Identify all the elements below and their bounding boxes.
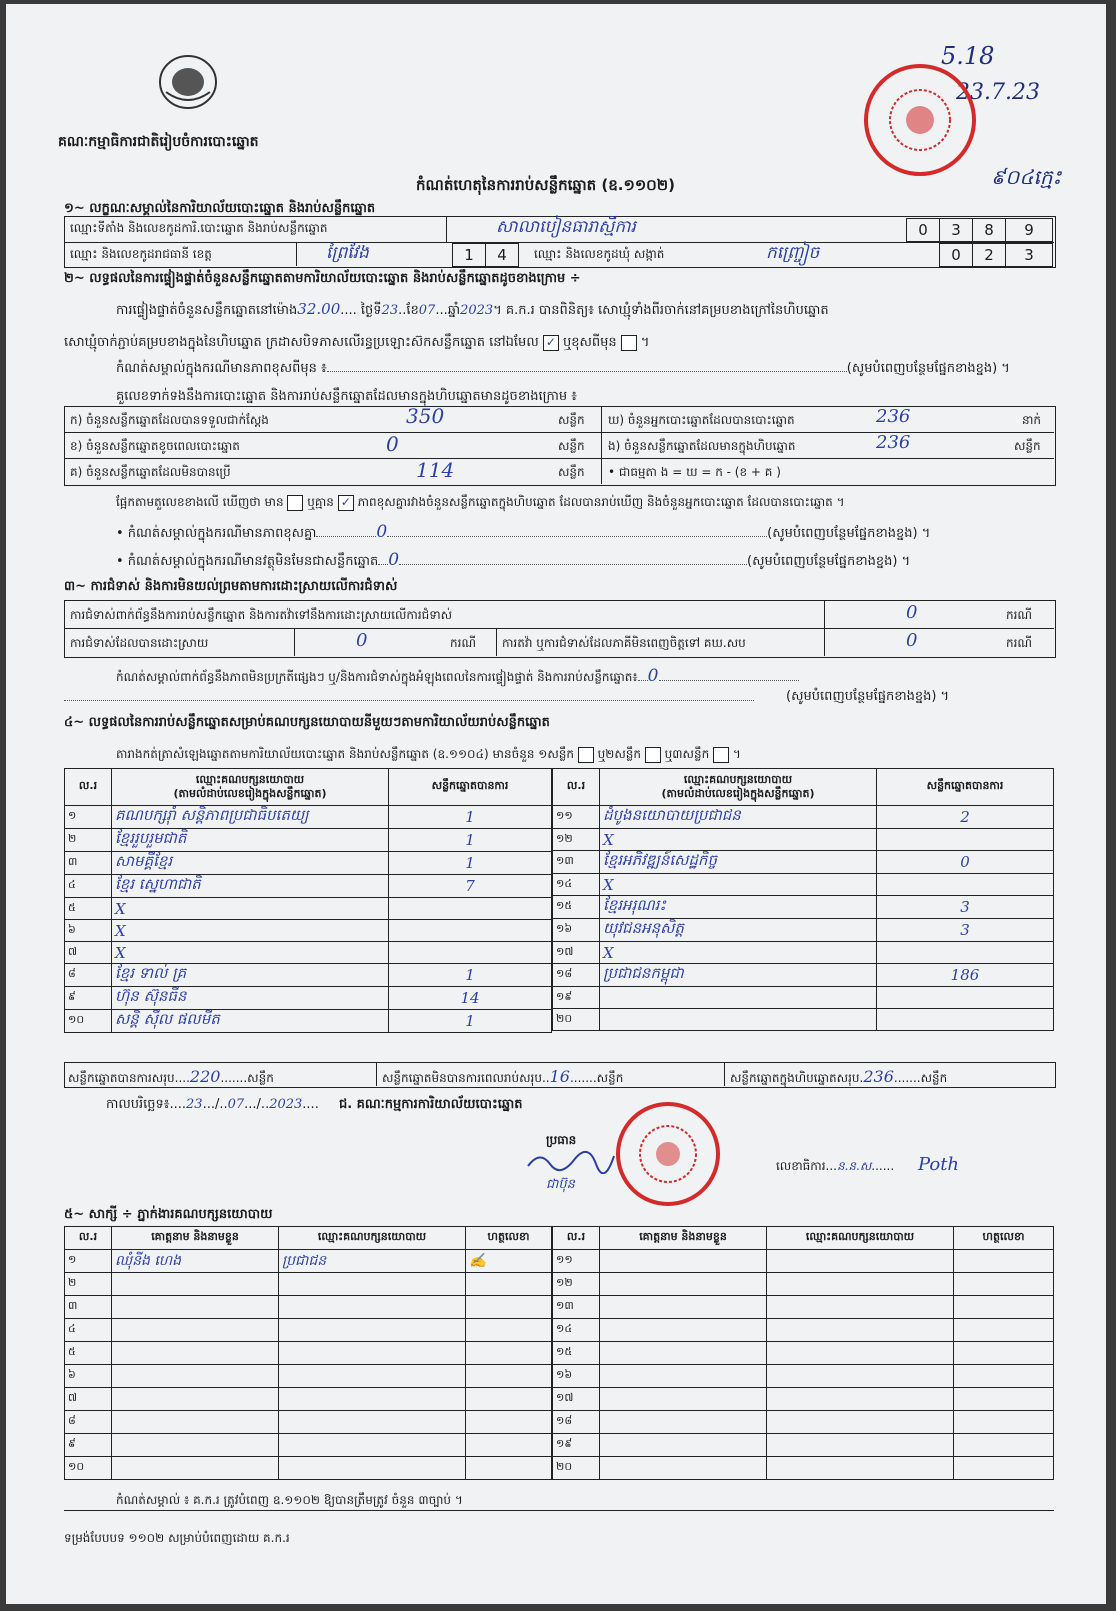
votes-cell: [389, 898, 552, 920]
votes-cell: [389, 920, 552, 942]
province-value: ព្រៃវែង: [326, 243, 369, 263]
witness-sign-cell: [466, 1365, 552, 1388]
row-number: ៥: [65, 1342, 112, 1365]
date-line: កាលបរិច្ឆេទ៖....23.../..07.../..2023.... ជ. គណៈកម្មការការិយាល័យបោះឆ្នោត: [106, 1097, 523, 1112]
witness-table-right: ល.រ គោត្តនាម និងនាមខ្លួន ឈ្មោះគណបក្សនយោបាយ ហត្ថលេខា ១១ ១២ ១៣ ១៤ ១៥ ១៦ ១៧ ១៨ ១៩ ២០: [552, 1226, 1054, 1480]
witness-party-cell: [767, 1434, 954, 1457]
table-row: [553, 1411, 1054, 1434]
witness-party-cell: [767, 1250, 954, 1273]
row-number: ១៨: [553, 1411, 600, 1434]
table-row: [65, 1434, 552, 1457]
row-number: ១០: [65, 1010, 112, 1033]
row-number: ១៥: [553, 1342, 600, 1365]
witness-name-cell: [600, 1250, 767, 1273]
witness-party-cell: [767, 1273, 954, 1296]
table-row: [553, 1273, 1054, 1296]
witness-name-cell: ឈុំនីង ហេង: [112, 1250, 279, 1273]
witness-name-cell: [112, 1273, 279, 1296]
witness-name-cell: [600, 1296, 767, 1319]
witness-sign-cell: [954, 1273, 1054, 1296]
witness-party-cell: [767, 1319, 954, 1342]
commission-name: គណៈកម្មាធិការជាតិរៀបចំការបោះឆ្នោត: [58, 134, 259, 150]
section3-heading: ៣~ ការជំទាស់ និងការមិនយល់ព្រមតាមការដោះស្រាយលើការជំទាស់: [64, 579, 398, 594]
party-name-cell: X: [112, 920, 389, 942]
table-row: [553, 919, 1054, 942]
witness-table-left: ល.រ គោត្តនាម និងនាមខ្លួន ឈ្មោះគណបក្សនយោបាយ ហត្ថលេខា ១ ឈុំនីង ហេង ប្រជាជន ✍ ២ ៣ ៤ ៥ ៦ ៧ ៨ ៩ ១០: [64, 1226, 552, 1480]
station-code-digit: 3: [939, 218, 973, 242]
witness-name-cell: [112, 1457, 279, 1480]
table-row: [65, 806, 552, 829]
party-name-cell: សន្តិ ស៊ីល ផលមីត: [112, 1010, 389, 1033]
table-row: [553, 1365, 1054, 1388]
witness-name-cell: [600, 1319, 767, 1342]
party-name-cell: X: [600, 829, 877, 851]
table-row: [553, 896, 1054, 919]
votes-cell: [389, 942, 552, 964]
party-name-cell: [600, 1009, 877, 1031]
station-code-digit: 9: [1005, 218, 1053, 242]
table-row: [65, 898, 552, 920]
party-name-cell: ខ្មែរ ស្នេហាជាតិ: [112, 875, 389, 898]
corner-note-1: 5.18: [941, 42, 995, 70]
chair-signature: [526, 1148, 616, 1178]
corner-note-2: 23.7.23: [956, 80, 1040, 105]
witness-name-cell: [600, 1273, 767, 1296]
witness-sign-cell: [954, 1411, 1054, 1434]
irregularity-note: កំណត់សម្គាល់ពាក់ព័ន្ធនឹងភាពមិនប្រក្រតីផ្សេងៗ ឬ/និងការជំទាស់ក្នុងអំឡុងពេលនៃការផ្ទៀងផ្ទាត់ និងការរាប់សន្លឹកឆ្នោត៖ 0: [116, 666, 799, 687]
spoiled-ballots-label: ខ) ចំនួនសន្លឹកឆ្នោតខូចពេលបោះឆ្នោត: [70, 439, 240, 453]
official-stamp-top: [864, 64, 976, 176]
has-difference-checkbox[interactable]: [287, 495, 303, 511]
witness-name-cell: [600, 1457, 767, 1480]
total-invalid: សន្លឹកឆ្នោតមិនបានការពេលរាប់សរុប..16.......សន្លឹក: [382, 1067, 624, 1086]
witness-sign-cell: [954, 1319, 1054, 1342]
formula-note: • ជាធម្មតា ង = ឃ = ក - (ខ + គ ): [608, 465, 781, 479]
witness-sign-cell: [954, 1342, 1054, 1365]
table-row: [65, 942, 552, 964]
table-row: [65, 1365, 552, 1388]
resolved-value: 0: [356, 630, 368, 651]
table-row: [553, 1296, 1054, 1319]
row-number: ៩: [65, 1434, 112, 1457]
table-row: [553, 942, 1054, 964]
witness-party-cell: [279, 1319, 466, 1342]
row-number: ៦: [65, 920, 112, 942]
row-number: ៤: [65, 1319, 112, 1342]
bullet-difference: • កំណត់សម្គាល់ក្នុងករណីមានភាពខុសគ្នា 0 (សូមបំពេញបន្ថែមផ្នែកខាងខ្នង) ។: [116, 522, 931, 542]
unused-ballots-label: គ) ចំនួនសន្លឹកឆ្នោតដែលមិនបានប្រើ: [70, 465, 231, 479]
witness-sign-cell: ✍: [466, 1250, 552, 1273]
party-name-cell: X: [112, 898, 389, 920]
table-row: [65, 829, 552, 852]
party-name-cell: ខ្មែររួបរួមជាតិ: [112, 829, 389, 852]
party-name-cell: X: [600, 874, 877, 896]
appeal-value: 0: [906, 630, 918, 651]
witness-sign-cell: [466, 1457, 552, 1480]
objections-label: ការជំទាស់ពាក់ព័ន្ធនឹងការរាប់សន្លឹកឆ្នោត និងការតវ៉ាទៅនឹងការដោះស្រាយលើការជំទាស់: [70, 608, 453, 622]
witness-name-cell: [600, 1434, 767, 1457]
no-difference-checkbox[interactable]: ✓: [338, 495, 354, 511]
tally-line: តារាងកត់ត្រាសំឡេងឆ្នោតតាមការិយាល័យបោះឆ្នោត និងរាប់សន្លឹកឆ្នោត (ឧ.១១០៤) មានចំនួន ១សន្លឹក ឬ២សន្លឹក ឬ៣សន្លឹក ។: [116, 747, 741, 761]
table-row: [553, 964, 1054, 987]
votes-cell: 14: [389, 987, 552, 1010]
witness-sign-cell: [466, 1388, 552, 1411]
votes-cell: 1: [389, 964, 552, 987]
votes-cell: 3: [877, 896, 1054, 919]
table-row: [553, 851, 1054, 874]
party-name-cell: យុវជនអនុសិត្ត: [600, 919, 877, 942]
votes-cell: 186: [877, 964, 1054, 987]
count-year: 2023: [460, 303, 494, 318]
commune-code-digit: 0: [939, 243, 973, 267]
witness-sign-cell: [466, 1296, 552, 1319]
row-number: ១២: [553, 1273, 600, 1296]
witness-party-cell: [767, 1296, 954, 1319]
table-row: [65, 920, 552, 942]
station-code-digit: 8: [972, 218, 1006, 242]
row-number: ១៦: [553, 1365, 600, 1388]
witness-name-cell: [112, 1342, 279, 1365]
witness-party-cell: [767, 1411, 954, 1434]
tally-1-sheet-checkbox[interactable]: [578, 747, 594, 763]
row-number: ១១: [553, 1250, 600, 1273]
votes-cell: 1: [389, 806, 552, 829]
row-number: ១៩: [553, 987, 600, 1009]
verify-line-1: ការផ្ទៀងផ្ទាត់ចំនួនសន្លឹកឆ្នោតនៅម៉ោង32.00.... ថ្ងៃទី23..ខែ07...ឆ្នាំ2023។ គ.ក.រ បានពិនិត្យ៖ សោឃ្មុំទាំងពីរចាក់នៅគម្របខាងក្រៅនៃហិបឆ្នោត: [116, 300, 829, 318]
table-row: [553, 1342, 1054, 1365]
row-number: ១៩: [553, 1434, 600, 1457]
footnote: កំណត់សម្គាល់ ៖ គ.ក.រ ត្រូវបំពេញ ឧ.១១០២ ឱ្យបានត្រឹមត្រូវ ចំនួន ៣ច្បាប់ ។: [116, 1493, 463, 1507]
same-as-before-checkbox[interactable]: ✓: [543, 335, 559, 351]
votes-cell: 0: [877, 851, 1054, 874]
witness-name-cell: [112, 1388, 279, 1411]
votes-cell: [877, 829, 1054, 851]
row-number: ៦: [65, 1365, 112, 1388]
witness-party-cell: [279, 1342, 466, 1365]
bullet-foreign-object: • កំណត់សម្គាល់ក្នុងករណីមានវត្ថុមិនមែនជាសន្លឹកឆ្នោត 0 (សូមបំពេញបន្ថែមផ្នែកខាងខ្នង) ។: [116, 550, 911, 570]
table-row: [553, 829, 1054, 851]
row-number: ១៦: [553, 919, 600, 942]
table-row: [553, 1319, 1054, 1342]
table-row: [553, 1457, 1054, 1480]
votes-cell: 2: [877, 806, 1054, 829]
table-row: [65, 1457, 552, 1480]
row-number: ៧: [65, 1388, 112, 1411]
table-row: [553, 987, 1054, 1009]
table-row: [553, 1434, 1054, 1457]
party-name-cell: ប្រជាជនកម្ពុជា: [600, 964, 877, 987]
figures-intro: គួលេខទាក់ទងនឹងការបោះឆ្នោត និងការរាប់សន្លឹកឆ្នោតដែលមានក្នុងហិបឆ្នោតមានដូចខាងក្រោម ៖: [116, 389, 577, 404]
witness-sign-cell: [954, 1296, 1054, 1319]
votes-cell: 3: [877, 919, 1054, 942]
row-number: ១០: [65, 1457, 112, 1480]
row-number: ១៥: [553, 896, 600, 919]
witness-name-cell: [600, 1411, 767, 1434]
witness-party-cell: [279, 1411, 466, 1434]
witness-party-cell: [279, 1457, 466, 1480]
witness-sign-cell: [954, 1250, 1054, 1273]
total-valid: សន្លឹកឆ្នោតបានការសរុប....220.......សន្លឹក: [68, 1067, 274, 1086]
votes-cell: [877, 987, 1054, 1009]
row-number: ១: [65, 1250, 112, 1273]
party-name-cell: ខ្មែរ ទាល់ គ្រ: [112, 964, 389, 987]
witness-party-cell: [279, 1296, 466, 1319]
table-row: [65, 1388, 552, 1411]
table-row: [65, 987, 552, 1010]
different-checkbox[interactable]: [621, 335, 637, 351]
voters-label: ឃ) ចំនួនអ្នកបោះឆ្នោតដែលបានបោះឆ្នោត: [608, 413, 795, 427]
form-note: ទម្រង់បែបបទ ១១០២ សម្រាប់បំពេញដោយ គ.ក.រ: [64, 1531, 290, 1545]
commune-label: ឈ្មោះ និងលេខកូដឃុំ សង្កាត់: [534, 247, 665, 261]
table-row: [65, 1273, 552, 1296]
section4-heading: ៤~ លទ្ធផលនៃការរាប់សន្លឹកឆ្នោតសម្រាប់គណបក្សនយោបាយនីមួយៗតាមការិយាល័យរាប់សន្លឹកឆ្នោត: [64, 715, 550, 730]
row-number: ២០: [553, 1457, 600, 1480]
row-number: ១៨: [553, 964, 600, 987]
table-row: [65, 964, 552, 987]
count-time: 32.00: [297, 300, 341, 318]
results-table-left: ល.រ ឈ្មោះគណបក្សនយោបាយ (តាមលំដាប់លេខរៀងក្នុងសន្លឹកឆ្នោត) សន្លឹកឆ្នោតបានការ ១ គណបក្សរ៉ាំ សន្តិភាពប្រជាធិបតេយ្យ 1 ២ ខ្មែររួបរួមជាតិ 1 ៣ សាមគ្គីខ្មែរ 1 ៤ ខ្មែរ ស្នេហាជាតិ 7 ៥ X ៦ X ៧ X ៨ ខ្មែរ ទាល់ គ្រ 1 ៩ ហ៊ុន ស៊ុនធីន 14 ១០ សន្តិ ស៊ីល ផលមីត 1: [64, 768, 552, 1033]
province-code-digit: 1: [452, 243, 486, 267]
station-code-digit: 0: [906, 218, 940, 242]
witness-party-cell: [767, 1388, 954, 1411]
witness-name-cell: [112, 1296, 279, 1319]
votes-cell: [877, 1009, 1054, 1031]
row-number: ១: [65, 806, 112, 829]
witness-party-cell: ប្រជាជន: [279, 1250, 466, 1273]
witness-sign-cell: [466, 1411, 552, 1434]
votes-cell: 7: [389, 875, 552, 898]
row-number: ៧: [65, 942, 112, 964]
votes-cell: [877, 874, 1054, 896]
votes-cell: [877, 942, 1054, 964]
row-number: ១៤: [553, 874, 600, 896]
witness-sign-cell: [466, 1342, 552, 1365]
count-day: 23: [381, 303, 399, 318]
witness-name-cell: [112, 1365, 279, 1388]
appeal-label: ការតវ៉ា ឬការជំទាស់ដែលភាគីមិនពេញចិត្តទៅ គឃ.សប: [502, 636, 746, 650]
section1-heading: ១~ លក្ខណៈសម្គាល់នៃការិយាល័យបោះឆ្នោត និងរាប់សន្លឹកឆ្នោត: [64, 201, 376, 216]
witness-sign-cell: [466, 1273, 552, 1296]
witness-name-cell: [112, 1319, 279, 1342]
secretary-signature: Poth: [917, 1154, 960, 1175]
row-number: ២០: [553, 1009, 600, 1031]
table-row: [65, 1296, 552, 1319]
party-name-cell: សាមគ្គីខ្មែរ: [112, 852, 389, 875]
table-row: [65, 1342, 552, 1365]
received-ballots-label: ក) ចំនួនសន្លឹកឆ្នោតដែលបានទទួលជាក់ស្តែង: [70, 413, 269, 427]
chair-label: ប្រធាន: [546, 1133, 577, 1147]
table-row: [553, 1388, 1054, 1411]
witness-party-cell: [767, 1342, 954, 1365]
witness-party-cell: [279, 1365, 466, 1388]
party-name-cell: ខ្មែរអរុណរះ: [600, 896, 877, 919]
witness-name-cell: [600, 1365, 767, 1388]
resolved-label: ការជំទាស់ដែលបានដោះស្រាយ: [70, 636, 209, 650]
table-row: [553, 1009, 1054, 1031]
province-code-digit: 4: [485, 243, 519, 267]
province-label: ឈ្មោះ និងលេខកូដរាជធានី ខេត្ត: [70, 247, 212, 261]
witness-sign-cell: [466, 1319, 552, 1342]
party-name-cell: ហ៊ុន ស៊ុនធីន: [112, 987, 389, 1010]
witness-party-cell: [767, 1457, 954, 1480]
row-number: ១៧: [553, 942, 600, 964]
table-row: [553, 806, 1054, 829]
witness-name-cell: [600, 1388, 767, 1411]
row-number: ១២: [553, 829, 600, 851]
votes-cell: 1: [389, 852, 552, 875]
row-number: ៨: [65, 964, 112, 987]
witness-party-cell: [279, 1434, 466, 1457]
table-row: [553, 1250, 1054, 1273]
witness-name-cell: [112, 1434, 279, 1457]
party-name-cell: ដំបូងនយោបាយប្រជាជន: [600, 806, 877, 829]
witness-name-cell: [112, 1411, 279, 1434]
tally-3-sheet-checkbox[interactable]: [713, 747, 729, 763]
chair-name: ជាប៊ុន: [546, 1177, 575, 1192]
table-row: [553, 874, 1054, 896]
form-sheet: គណៈកម្មាធិការជាតិរៀបចំការបោះឆ្នោត 5.18 23.7.23 ៩០៤ក្មេះ កំណត់ហេតុនៃការរាប់សន្លឹកឆ្នោត (ឧ.១១០២) ១~ លក្ខណៈសម្គាល់នៃការិយាល័យបោះឆ្នោត និងរាប់សន្លឹកឆ្នោត ឈ្មោះទីតាំង និងលេខកូដការិ.បោះឆ្នោត និងរាប់សន្លឹកឆ្នោត សាលាបៀនធារាស្មីការ 0 3 8 9 ឈ្មោះ និងលេខកូដរាជធានី ខេត្ត ព្រៃវែង 1 4 ឈ្មោះ និងលេខកូដឃុំ សង្កាត់ កញ្ច្រៀច 0 2 3 ២~ លទ្ធផលនៃការផ្ទៀងផ្ទាត់ចំនួនសន្លឹកឆ្នោតតាមការិយាល័យបោះឆ្នោត និងរាប់សន្លឹកឆ្នោតដូចខាងក្រោម ÷ ការផ្ទៀងផ្ទាត់ចំនួនសន្លឹកឆ្នោតនៅម៉ោង32.00.... ថ្ងៃទី23..ខែ07...ឆ្នាំ2023។ គ.ក.រ បានពិនិត្យ៖ សោឃ្មុំទាំងពីរចាក់នៅគម្របខាងក្រៅនៃហិបឆ្នោត សោឃ្មុំចាក់ភ្ជាប់គម្របខាងក្នុងនៃហិបឆ្នោត ក្រដាសបិទភាសលើរន្ធប្រឡោះស៊កសន្លឹកឆ្នោត នៅឯមែល ✓ ឬខុសពីមុន ។ កំណត់សម្គាល់ក្នុងករណីមានភាពខុសពីមុន ៖ (សូមបំពេញបន្ថែមផ្នែកខាងខ្នង) ។ គួលេខទាក់ទងនឹងការបោះឆ្នោត និងការរាប់សន្លឹកឆ្នោតដែលមានក្នុងហិបឆ្នោតមានដូចខាងក្រោម ៖ ក) ចំនួនសន្លឹកឆ្នោតដែលបានទទួលជាក់ស្តែង 350 សន្លឹក ខ) ចំនួនសន្លឹកឆ្នោតខូចពេលបោះឆ្នោត 0 សន្លឹក គ) ចំនួនសន្លឹកឆ្នោតដែលមិនបានប្រើ 114 សន្លឹក ឃ) ចំនួនអ្នកបោះឆ្នោតដែលបានបោះឆ្នោត 236 នាក់ ង) ចំនួនសន្លឹកឆ្នោតដែលមានក្នុងហិបឆ្នោត 236 សន្លឹក • ជាធម្មតា ង = ឃ = ក - (ខ + គ ) ផ្អែកតាមតួលេខខាងលើ ឃើញថា មាន ឬគ្មាន ✓ ភាពខុសគ្នារវាងចំនួនសន្លឹកឆ្នោតក្នុងហិបឆ្នោត ដែលបានរាប់ឃើញ និងចំនួនអ្នកបោះឆ្នោត ដែលបានបោះឆ្នោត ។ • កំណត់សម្គាល់ក្នុងករណីមានភាពខុសគ្នា 0 (សូមបំពេញបន្ថែមផ្នែកខាងខ្នង) ។ • កំណត់សម្គាល់ក្នុងករណីមានវត្ថុមិនមែនជាសន្លឹកឆ្នោត 0 (សូមបំពេញបន្ថែមផ្នែកខាងខ្នង) ។ ៣~ ការជំទាស់ និងការមិនយល់ព្រមតាមការដោះស្រាយលើការជំទាស់ ការជំទាស់ពាក់ព័ន្ធនឹងការរាប់សន្លឹកឆ្នោត និងការតវ៉ាទៅនឹងការដោះស្រាយលើការជំទាស់ 0 ករណី ការជំទាស់ដែលបានដោះស្រាយ 0 ករណី ការតវ៉ា ឬការជំទាស់ដែលភាគីមិនពេញចិត្តទៅ គឃ.សប 0 ករណី កំណត់សម្គាល់ពាក់ព័ន្ធនឹងភាពមិនប្រក្រតីផ្សេងៗ ឬ/និងការជំទាស់ក្នុងអំឡុងពេលនៃការផ្ទៀងផ្ទាត់ និងការរាប់សន្លឹកឆ្នោត៖ 0 (សូមបំពេញបន្ថែមផ្នែកខាងខ្នង) ។ ៤~ លទ្ធផលនៃការរាប់សន្លឹកឆ្នោតសម្រាប់គណបក្សនយោបាយនីមួយៗតាមការិយាល័យរាប់សន្លឹកឆ្នោត តារាងកត់ត្រាសំឡេងឆ្នោតតាមការិយាល័យបោះឆ្នោត និងរាប់សន្លឹកឆ្នោត (ឧ.១១០៤) មានចំនួន ១សន្លឹក ឬ២សន្លឹក ឬ៣សន្លឹក ។ ល.រ ឈ្មោះគណបក្សនយោបាយ (តាមលំដាប់លេខរៀងក្នុងសន្លឹកឆ្នោត) សន្លឹកឆ្នោតបានការ ១ គណបក្សរ៉ាំ សន្តិភាពប្រជាធិបតេយ្យ 1 ២ ខ្មែររួបរួមជាតិ 1 ៣ សាមគ្គីខ្មែរ 1 ៤ ខ្មែរ ស្នេហាជាតិ 7 ៥ X ៦ X ៧ X ៨ ខ្មែរ ទាល់ គ្រ 1 ៩ ហ៊ុន ស៊ុនធីន 14 ១០ សន្តិ ស៊ីល ផលមីត 1 ល.រ ឈ្មោះគណបក្សនយោបាយ (តាមលំដាប់លេខរៀងក្នុងសន្លឹកឆ្នោត) សន្លឹកឆ្នោតបានការ ១១ ដំបូងនយោបាយប្រជាជន 2 ១២ X ១៣ ខ្មែរអភិវឌ្ឍន៍សេដ្ឋកិច្ច 0 ១៤ X ១៥ ខ្មែរអរុណរះ 3 ១៦ យុវជនអនុសិត្ត 3 ១៧ X ១៨ ប្រជាជនកម្ពុជា 186 ១៩ ២០ សន្លឹកឆ្នោតបានការសរុប....220.......សន្លឹក សន្លឹកឆ្នោតមិនបានការពេលរាប់សរុប..16.......សន្លឹក សន្លឹកឆ្នោតក្នុងហិបឆ្នោតសរុប.236.......សន្លឹក កាលបរិច្ឆេទ៖....23.../..07.../..2023.... ជ. គណៈកម្មការការិយាល័យបោះឆ្នោត ប្រធាន ជាប៊ុន លេខាធិការ...ន.ន.ស...... Poth ៥~ សាក្សី ÷ ភ្នាក់ងារគណបក្សនយោបាយ ល.រ គោត្តនាម និងនាមខ្លួន ឈ្មោះគណបក្សនយោបាយ ហត្ថលេខា ១ ឈុំនីង ហេង ប្រជាជន ✍ ២ ៣ ៤ ៥ ៦ ៧ ៨ ៩ ១០ ល.រ គោត្តនាម និងនាមខ្លួន ឈ្មោះគណបក្សនយោបាយ ហត្ថលេខា ១១ ១២ ១៣ ១៤ ១៥ ១៦ ១៧ ១៨ ១៩ ២០ កំណត់សម្គាល់ ៖ គ.ក.រ ត្រូវបំពេញ ឧ.១១០២ ឱ្យបានត្រឹមត្រូវ ចំនួន ៣ច្បាប់ ។ ទម្រង់បែបបទ ១១០២ សម្រាប់បំពេញដោយ គ.ក.រ: [6, 4, 1106, 1604]
table-row: [65, 852, 552, 875]
verify-line-2: សោឃ្មុំចាក់ភ្ជាប់គម្របខាងក្នុងនៃហិបឆ្នោត ក្រដាសបិទភាសលើរន្ធប្រឡោះស៊កសន្លឹកឆ្នោត នៅឯមែល ✓ ឬខុសពីមុន ។: [64, 334, 650, 350]
table-row: [65, 1411, 552, 1434]
count-month: 07: [418, 303, 436, 318]
witness-sign-cell: [954, 1388, 1054, 1411]
ballots-in-box-label: ង) ចំនួនសន្លឹកឆ្នោតដែលមានក្នុងហិបឆ្នោត: [608, 439, 796, 453]
party-name-cell: X: [112, 942, 389, 964]
witness-sign-cell: [466, 1434, 552, 1457]
witness-party-cell: [279, 1388, 466, 1411]
station-label: ឈ្មោះទីតាំង និងលេខកូដការិ.បោះឆ្នោត និងរាប់សន្លឹកឆ្នោត: [70, 221, 328, 235]
witness-party-cell: [279, 1273, 466, 1296]
party-name-cell: X: [600, 942, 877, 964]
witness-party-cell: [767, 1365, 954, 1388]
section2-heading: ២~ លទ្ធផលនៃការផ្ទៀងផ្ទាត់ចំនួនសន្លឹកឆ្នោតតាមការិយាល័យបោះឆ្នោត និងរាប់សន្លឹកឆ្នោតដូចខាងក្រោម ÷: [64, 271, 581, 286]
row-number: ២: [65, 829, 112, 852]
section5-heading: ៥~ សាក្សី ÷ ភ្នាក់ងារគណបក្សនយោបាយ: [64, 1207, 273, 1222]
row-number: ៨: [65, 1411, 112, 1434]
row-number: ១៣: [553, 851, 600, 874]
station-value: សាលាបៀនធារាស្មីការ: [496, 217, 636, 237]
witness-sign-cell: [954, 1365, 1054, 1388]
votes-cell: 1: [389, 829, 552, 852]
total-in-box: សន្លឹកឆ្នោតក្នុងហិបឆ្នោតសរុប.236.......សន្លឹក: [730, 1067, 948, 1086]
row-number: ៣: [65, 852, 112, 875]
commune-value: កញ្ច្រៀច: [766, 243, 820, 263]
row-number: ៥: [65, 898, 112, 920]
row-number: ៣: [65, 1296, 112, 1319]
party-name-cell: គណបក្សរ៉ាំ សន្តិភាពប្រជាធិបតេយ្យ: [112, 806, 389, 829]
witness-sign-cell: [954, 1457, 1054, 1480]
objections-value: 0: [906, 602, 918, 623]
results-table-right: ល.រ ឈ្មោះគណបក្សនយោបាយ (តាមលំដាប់លេខរៀងក្នុងសន្លឹកឆ្នោត) សន្លឹកឆ្នោតបានការ ១១ ដំបូងនយោបាយប្រជាជន 2 ១២ X ១៣ ខ្មែរអភិវឌ្ឍន៍សេដ្ឋកិច្ច 0 ១៤ X ១៥ ខ្មែរអរុណរះ 3 ១៦ យុវជនអនុសិត្ត 3 ១៧ X ១៨ ប្រជាជនកម្ពុជា 186 ១៩ ២០: [552, 768, 1054, 1031]
row-number: ១៣: [553, 1296, 600, 1319]
commune-code-digit: 2: [972, 243, 1006, 267]
table-row: [65, 1319, 552, 1342]
tally-2-sheet-checkbox[interactable]: [645, 747, 661, 763]
votes-cell: 1: [389, 1010, 552, 1033]
secretary-line: លេខាធិការ...ន.ន.ស...... Poth: [776, 1154, 960, 1175]
row-number: ១១: [553, 806, 600, 829]
row-number: ៩: [65, 987, 112, 1010]
table-row: [65, 875, 552, 898]
difference-note: កំណត់សម្គាល់ក្នុងករណីមានភាពខុសពីមុន ៖ (សូមបំពេញបន្ថែមផ្នែកខាងខ្នង) ។: [116, 361, 1010, 376]
unused-ballots-value: 114: [416, 458, 455, 482]
table-row: [65, 1010, 552, 1033]
ballots-in-box-value: 236: [876, 432, 911, 453]
spoiled-ballots-value: 0: [386, 432, 399, 456]
difference-check-line: ផ្អែកតាមតួលេខខាងលើ ឃើញថា មាន ឬគ្មាន ✓ ភាពខុសគ្នារវាងចំនួនសន្លឹកឆ្នោតក្នុងហិបឆ្នោត ដែលបានរាប់ឃើញ និងចំនួនអ្នកបោះឆ្នោត ដែលបានបោះឆ្នោត ។: [116, 494, 845, 509]
party-name-cell: ខ្មែរអភិវឌ្ឍន៍សេដ្ឋកិច្ច: [600, 851, 877, 874]
party-name-cell: [600, 987, 877, 1009]
row-number: ៤: [65, 875, 112, 898]
witness-sign-cell: [954, 1434, 1054, 1457]
form-title: កំណត់ហេតុនៃការរាប់សន្លឹកឆ្នោត (ឧ.១១០២): [416, 176, 676, 194]
nec-emblem-icon: [156, 52, 220, 112]
row-number: ១៧: [553, 1388, 600, 1411]
witness-name-cell: [600, 1342, 767, 1365]
row-number: ១៤: [553, 1319, 600, 1342]
voters-value: 236: [876, 406, 911, 427]
official-stamp-bottom: [616, 1102, 720, 1206]
received-ballots-value: 350: [406, 404, 445, 428]
corner-note-3: ៩០៤ក្មេះ: [991, 165, 1062, 189]
commune-code-digit: 3: [1005, 243, 1053, 267]
row-number: ២: [65, 1273, 112, 1296]
table-row: [65, 1250, 552, 1273]
